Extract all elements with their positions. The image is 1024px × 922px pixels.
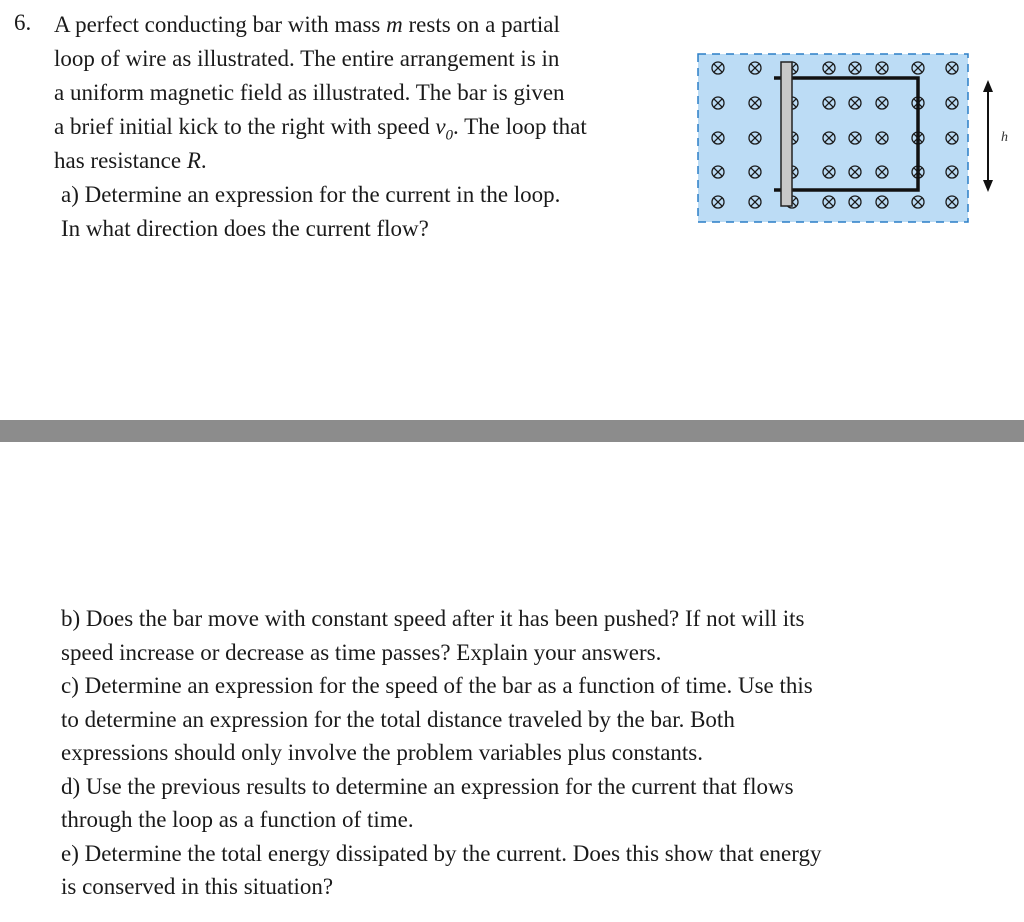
part-b-line-2: speed increase or decrease as time passes? Explain your answers.	[61, 639, 662, 665]
continuation-text	[61, 602, 914, 904]
intro-line-3: a uniform magnetic field as illustrated. The bar is given	[54, 80, 565, 105]
part-c-line-1: c) Determine an expression for the speed of the bar as a function of time. Use this	[61, 673, 813, 698]
intro-text-4b: . The loop that	[453, 114, 587, 139]
magnetic-field-diagram	[690, 48, 1010, 230]
part-a-line-1: a) Determine an expression for the current in the loop.	[61, 182, 561, 207]
part-c-line-3: expressions should only involve the problem variables plus constants.	[61, 740, 703, 765]
var-R: R	[186, 148, 201, 173]
intro-text-4a: a brief initial kick to the right with speed	[54, 114, 436, 139]
intro-line-1	[54, 9, 560, 41]
intro-text-1a: A perfect conducting bar with mass	[54, 12, 387, 37]
section-divider	[0, 420, 1024, 442]
part-a-line-2: In what direction does the current flow?	[61, 216, 429, 241]
part-e-line-1: e) Determine the total energy dissipated by the current. Does this show that energy	[61, 840, 822, 866]
intro-line-5	[54, 145, 207, 177]
height-arrow	[983, 80, 993, 192]
part-e-line-2: is conserved in this situation?	[61, 874, 334, 899]
var-m: m	[386, 12, 403, 37]
intro-text-5b: .	[200, 148, 207, 173]
problem-number: 6.	[14, 10, 32, 35]
part-d-line-1: d) Use the previous results to determine an expression for the current that flows	[61, 773, 794, 799]
part-b-line-1: b) Does the bar move with constant speed after it has been pushed? If not will its	[61, 606, 805, 631]
part-d-line-2: through the loop as a function of time.	[61, 807, 414, 832]
var-v0: $v_0$	[435, 114, 454, 144]
intro-text-1b: rests on a partial	[402, 12, 560, 37]
height-label: h	[1001, 130, 1008, 145]
intro-text-5a: has resistance	[54, 148, 187, 173]
intro-line-2: loop of wire as illustrated. The entire arrangement is in	[54, 46, 560, 71]
conducting-bar	[781, 62, 792, 206]
part-c-line-2: to determine an expression for the total distance traveled by the bar. Both	[61, 706, 735, 732]
